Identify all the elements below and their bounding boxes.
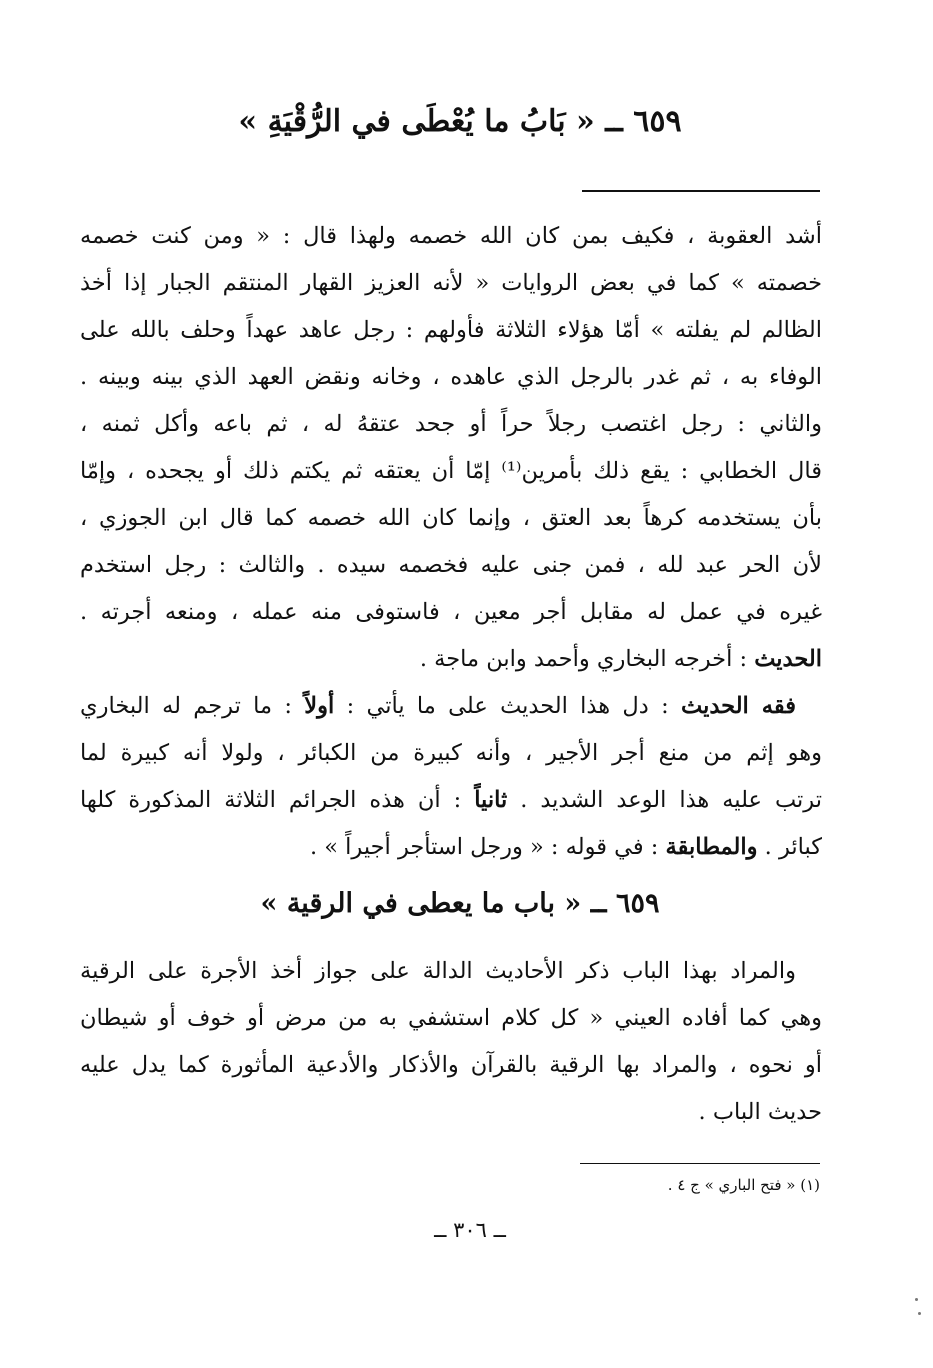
text-line: قال الخطابي : يقع ذلك بأمرين⁽¹⁾ إمّا أن يعتقه ثم يكتم ذلك أو يجحده ، وإمّا	[80, 458, 822, 484]
page-header-title: ٦٥٩ ــ « بَابُ ما يُعْطَى في الرُّقْيَةِ »	[238, 104, 682, 139]
text-line: والمراد بهذا الباب ذكر الأحاديث الدالة على جواز أخذ الأجرة على الرقية	[80, 958, 796, 984]
hadith-source-text: : أخرجه البخاري وأحمد وابن ماجة .	[419, 646, 755, 672]
section-heading: ٦٥٩ ــ « باب ما يعطى في الرقية »	[260, 888, 660, 919]
paragraph-main	[80, 213, 822, 871]
text-line: غيره في عمل له مقابل أجر معين ، فاستوفى منه عمله ، ومنعه أجرته .	[80, 599, 822, 625]
scan-speck	[915, 1298, 918, 1301]
scan-speck	[918, 1312, 921, 1315]
text-line: حديث الباب .	[698, 1099, 822, 1125]
text-line: والثاني : رجل اغتصب رجلاً حراً أو جحد عتقهُ له ، ثم باعه وأكل ثمنه ،	[80, 411, 822, 437]
text-line: ترتب عليه هذا الوعد الشديد . ثانياً : أن هذه الجرائم الثلاثة المذكورة كلها	[80, 787, 822, 813]
footnote: (١) « فتح الباري » ج ٤ .	[667, 1176, 820, 1194]
match-label: والمطابقة	[665, 834, 758, 860]
text-line: لأن الحر عبد لله ، فمن جنى عليه فخصمه سيده . والثالث : رجل استخدم	[80, 552, 822, 578]
text-line: أشد العقوبة ، فكيف بمن كان الله خصمه ولهذا قال : « ومن كنت خصمه	[80, 223, 822, 249]
footnote-divider	[580, 1163, 820, 1164]
second-point-label: ثانياً	[474, 787, 508, 813]
text-line: وهي كما أفاده العيني « كل كلام استشفي به من مرض أو خوف أو شيطان	[80, 1005, 822, 1031]
hadith-label: الحديث	[754, 646, 822, 672]
fiqh-line: فقه الحديث : دل هذا الحديث على ما يأتي : أولاً : ما ترجم له البخاري	[80, 693, 796, 719]
text-line: كبائر . والمطابقة : في قوله : « ورجل استأجر أجيراً » .	[309, 834, 822, 860]
paragraph-section	[80, 948, 822, 1136]
hadith-source-line	[80, 636, 822, 683]
text-line: بأن يستخدمه كرهاً بعد العتق ، وإنما كان الله خصمه كما قال ابن الجوزي ،	[80, 505, 822, 531]
header-divider	[582, 190, 820, 192]
first-point-label: أولاً	[304, 693, 335, 719]
text-line: الوفاء به ، ثم غدر بالرجل الذي عاهده ، وخانه ونقض العهد الذي بينه وبينه .	[80, 364, 822, 390]
fiqh-label: فقه الحديث	[681, 693, 796, 719]
text-line: أو نحوه ، والمراد بها الرقية بالقرآن والأذكار والأدعية المأثورة كما يدل عليه	[80, 1052, 822, 1078]
page-number: ــ ٣٠٦ ــ	[434, 1218, 506, 1242]
text-line: خصمته » كما في بعض الروايات « لأنه العزيز القهار المنتقم الجبار إذا أخذ	[80, 270, 822, 296]
text-line: وهو إثم من منع أجر الأجير ، وأنه كبيرة من الكبائر ، ولولا أنه كبيرة لما	[80, 740, 822, 766]
text-line: الظالم لم يفلته » أمّا هؤلاء الثلاثة فأولهم : رجل عاهد عهداً وحلف بالله على	[80, 317, 822, 343]
